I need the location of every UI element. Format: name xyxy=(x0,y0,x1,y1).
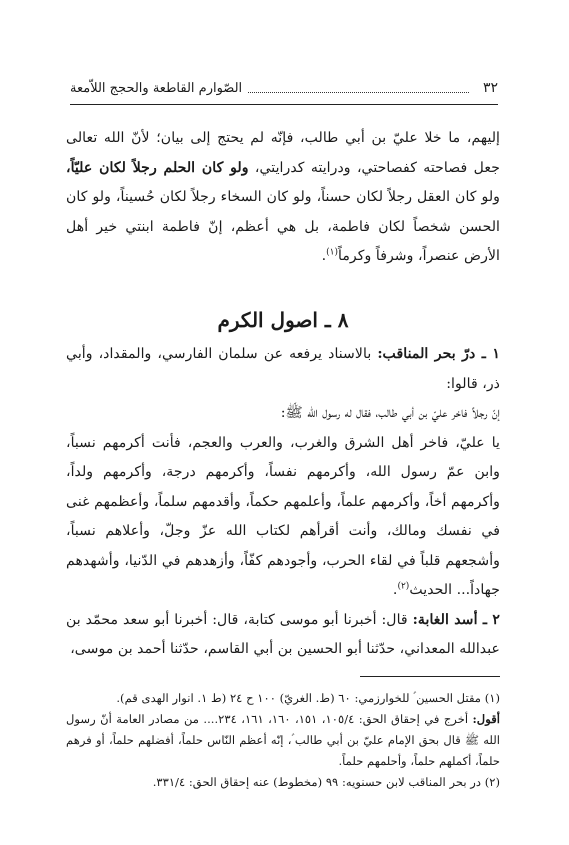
quote-text: يا عليّ، فاخر أهل الشرق والغرب، والعرب والعجم، فأنت أكرمهم نسباً، وابن عمّ رسول الله، وأكرمهم نفساً، وأكرمهم درجة، وأكرمهم ولداً، وأكرمهم أخاً، وأكرمهم علماً، وأعلمهم حكماً، وأقدمهم سلماً، وأعظمهم غنى في نفسك ومالك، وأنت أقرأهم لكتاب الله عزّ وجلّ، وأعلاهم نسباً، وأشجعهم قلباً في لقاء الحرب، وأجودهم كفّاً، وأزهدهم في الدّنيا، وأشهدهم جهاداً... الحديث xyxy=(66,434,500,598)
source-lead-2: ٢ ـ أسد الغابة: xyxy=(412,611,500,628)
paragraph-1: إليهم، ما خلا عليّ بن أبي طالب، فإنّه لم يحتج إلى بيان؛ لأنّ الله تعالى جعل فصاحته كفصاحتي، ودرايته كدرايتي، ولو كان الحلم رجلاً لكان عليّاً، ولو كان العقل رجلاً لكان حسناً، ولو كان السخاء رجلاً لكان حُسيناً، ولو كان الحسن شخصاً لكان فاطمة، بل هي أعظم، إنّ فاطمة ابنتي خير أهل الأرض عنصراً، وشرفاً وكرماً$^{(١)}$. xyxy=(66,130,500,264)
header-dot-leader xyxy=(248,92,469,93)
footnote-2: (٢) در بحر المناقب لابن حسنويه: ٩٩ (مخطوط) عنه إحقاق الحق: ٣٣١/٤. xyxy=(152,775,500,789)
footnote-note-lead: أقول: xyxy=(472,712,500,726)
paragraph-1-bold: ولو كان الحلم رجلاً لكان عليّاً، xyxy=(66,159,249,176)
footnote-note-text: أخرج في إحقاق الحق: ١٠٥/٤، ١٥١، ١٦٠، ١٦١، ٢٣٤.... من مصادر العامة أنّ رسول الله ﷺ قال بحق الإمام عليّ بن أبي طالب ؑ، إنّه أعظم النّاس حلماً، أفضلهم حلماً، أو فرهم حلماً، أكملهم حلماً، وأحلمهم حلماً. xyxy=(66,712,500,768)
paragraph-1-text-a: إليهم، ما خلا عليّ بن أبي طالب، فإنّه لم يحتج إلى بيان؛ لأنّ الله تعالى جعل فصاحته كفصاحتي، ودرايته كدرايتي، xyxy=(66,130,500,176)
source-lead-1: ١ ـ درّ بحر المناقب: xyxy=(377,346,500,362)
running-header xyxy=(70,76,498,100)
footnote-ref-1: (١) xyxy=(326,247,338,258)
running-title: الصّوارم القاطعة والحجج اللاّمعة xyxy=(70,80,243,96)
footnote-ref-2: (٢) xyxy=(397,581,410,592)
page-number: ٣٢ xyxy=(482,80,498,96)
paragraph-1-text-b: ولو كان العقل رجلاً لكان حسناً، ولو كان السخاء رجلاً لكان حُسيناً، ولو كان الحسن شخصاً لكان فاطمة، بل هي أعظم، إنّ فاطمة ابنتي خير أهل الأرض عنصراً، وشرفاً وكرماً xyxy=(66,189,500,264)
footnote-rule xyxy=(360,676,500,677)
quote-body: يا عليّ، فاخر أهل الشرق والغرب، والعرب والعجم، فأنت أكرمهم نسباً، وابن عمّ رسول الله، وأكرمهم نفساً، وأكرمهم درجة، وأكرمهم ولداً، وأكرمهم أخاً، وأكرمهم علماً، وأعلمهم حكماً، وأقدمهم سلماً، وأعظمهم غنى في نفسك ومالك، وأنت أقرأهم لكتاب الله عزّ وجلّ، وأعلاهم نسباً، وأشجعهم قلباً في لقاء الحرب، وأجودهم كفّاً، وأزهدهم في الدّنيا، وأشهدهم جهاداً... الحديث$^{(٢)}$. xyxy=(66,434,500,598)
section-body xyxy=(66,340,500,665)
paragraph-2-text: بالاسناد يرفعه عن سلمان الفارسي، والمقداد، وأبي ذر، قالوا: xyxy=(66,346,500,392)
header-rule xyxy=(70,104,498,105)
footnote-note xyxy=(66,709,500,772)
footnotes xyxy=(66,688,500,793)
section-heading: ٨ ـ اصول الكرم xyxy=(217,308,349,332)
quote-intro-text: إنّ رجلاً فاخر عليّ بن أبي طالب، فقال له رسول الله ﷺ: xyxy=(280,405,500,421)
paragraph-2 xyxy=(66,340,500,399)
footnote-1: (١) مقتل الحسين ؑ للخوارزمي: ٦٠ (ط. الغريّ) ١٠٠ ح ٢٤ (ط ١. انوار الهدى قم). xyxy=(116,691,500,705)
paragraph-3 xyxy=(66,606,500,665)
quote-intro xyxy=(66,399,500,429)
paragraph-3-text: قال: أخبرنا أبو موسى كتابة، قال: أخبرنا أبو سعد محمّد بن عبدالله المعداني، حدّثنا أبو الحسين بن أبي القاسم، حدّثنا أحمد بن موسى، xyxy=(66,611,500,657)
